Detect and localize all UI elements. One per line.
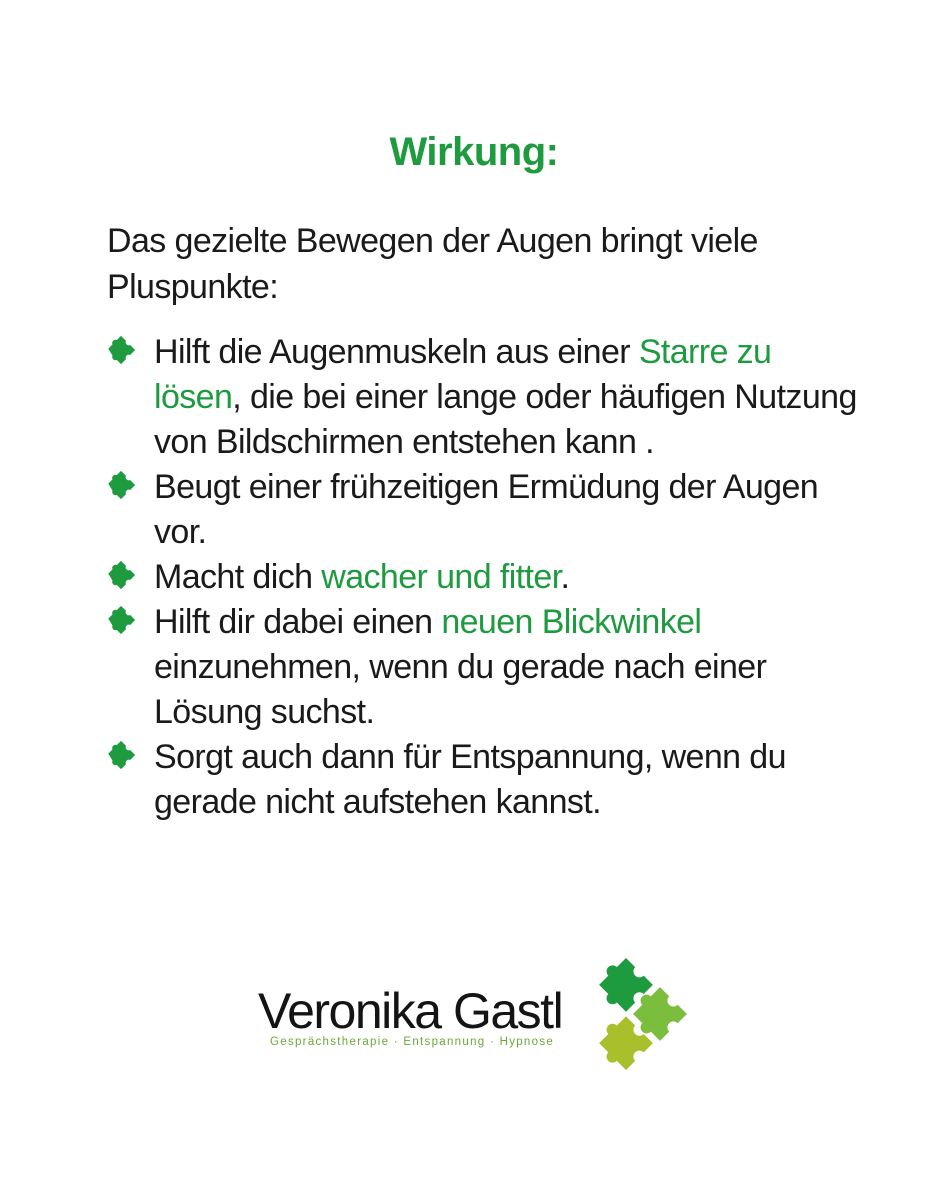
bullet-text-end: .: [560, 558, 570, 596]
page-title: Wirkung:: [389, 130, 559, 174]
list-item: [107, 465, 867, 555]
list-item: [107, 600, 867, 735]
puzzle-piece-icon: [107, 561, 135, 589]
logo-tagline: Gesprächstherapie · Entspannung · Hypnose: [270, 1036, 555, 1048]
bullet-highlight: neuen Blickwinkel: [441, 603, 702, 641]
puzzle-piece-icon: [107, 471, 135, 499]
bullet-text: Macht dich: [154, 558, 322, 596]
brand-logo: [258, 955, 698, 1085]
puzzle-piece-icon: [107, 336, 135, 364]
bullet-text-end: einzunehmen, wenn du gerade nach einer Lösung suchst.: [154, 648, 767, 731]
bullet-text-end: , die bei einer lange oder häufigen Nutzung von Bildschirmen entstehen kann .: [154, 378, 857, 461]
puzzle-logo-icon: [593, 955, 693, 1080]
bullet-text: Beugt einer frühzeitigen Ermüdung der Augen vor.: [154, 468, 819, 551]
logo-name: Veronika Gastl: [258, 983, 563, 1039]
list-item: [107, 330, 867, 465]
intro-text: Das gezielte Bewegen der Augen bringt viele Pluspunkte:: [107, 222, 758, 306]
bullet-highlight: Starre zu lösen: [154, 333, 772, 416]
bullet-text: Sorgt auch dann für Entspannung, wenn du gerade nicht aufstehen kannst.: [154, 738, 786, 821]
bullet-text: Hilft dir dabei einen: [154, 603, 442, 641]
puzzle-piece-icon: [107, 741, 135, 769]
list-item: [107, 735, 867, 825]
benefits-list: [107, 330, 867, 825]
bullet-highlight: wacher und fitter: [321, 558, 561, 596]
list-item: [107, 555, 867, 600]
bullet-text: Hilft die Augenmuskeln aus einer: [154, 333, 639, 371]
puzzle-piece-icon: [107, 606, 135, 634]
